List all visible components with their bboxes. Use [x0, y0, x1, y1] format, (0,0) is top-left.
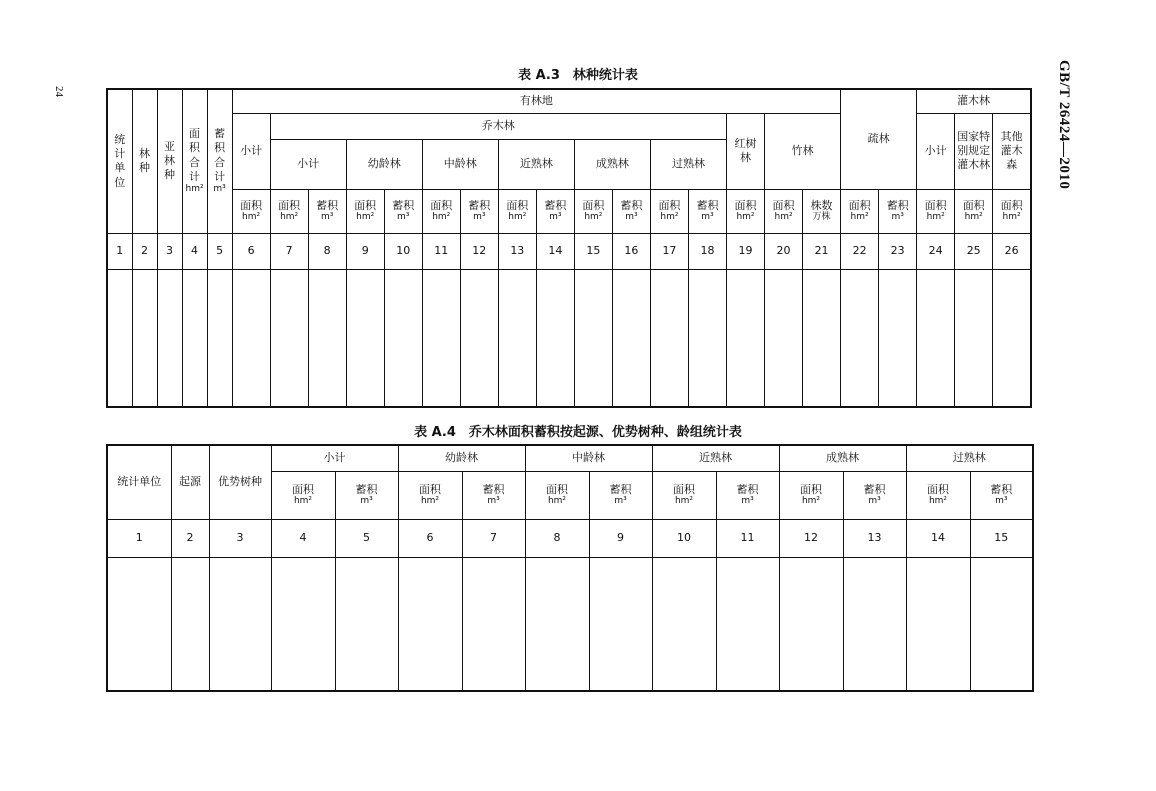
col-number: 8 [308, 233, 346, 269]
col-number: 17 [650, 233, 688, 269]
data-cell [803, 269, 841, 407]
data-cell [182, 269, 207, 407]
data-cell [107, 557, 171, 691]
data-cell [462, 557, 525, 691]
unit-cell: 蓄积 m³ [460, 189, 498, 233]
col-number: 13 [498, 233, 536, 269]
col-number: 7 [270, 233, 308, 269]
unit-cell: 蓄积 m³ [308, 189, 346, 233]
unit-cell: 面积 hm² [841, 189, 879, 233]
data-cell [384, 269, 422, 407]
data-cell [716, 557, 779, 691]
col-number: 3 [209, 519, 271, 557]
col-number: 3 [157, 233, 182, 269]
age-group-header: 幼龄林 [398, 445, 525, 471]
col-number: 14 [906, 519, 970, 557]
unit-cell: 面积 hm² [652, 471, 716, 519]
unit-cell: 蓄积 m³ [879, 189, 917, 233]
unit-cell: 面积 hm² [779, 471, 843, 519]
data-cell [993, 269, 1031, 407]
data-cell [536, 269, 574, 407]
unit-cell: 面积 hm² [906, 471, 970, 519]
col-number: 24 [917, 233, 955, 269]
unit-cell: 面积 hm² [525, 471, 589, 519]
unit-cell: 面积 hm² [917, 189, 955, 233]
col-number: 12 [460, 233, 498, 269]
unit-cell: 面积 hm² [765, 189, 803, 233]
col-number: 11 [716, 519, 779, 557]
data-cell [906, 557, 970, 691]
header-linzhong: 林种 [132, 89, 157, 233]
data-cell [779, 557, 843, 691]
col-number: 15 [574, 233, 612, 269]
unit-cell: 面积 hm² [232, 189, 270, 233]
data-cell [422, 269, 460, 407]
table-a3-header-row-1 [107, 89, 1031, 113]
data-cell [232, 269, 270, 407]
age-group-header: 近熟林 [498, 139, 574, 189]
col-number: 5 [335, 519, 398, 557]
table-a3-number-row [107, 233, 1031, 269]
unit-cell: 面积 hm² [726, 189, 764, 233]
data-cell [498, 269, 536, 407]
data-cell [209, 557, 271, 691]
col-number: 25 [955, 233, 993, 269]
data-cell [271, 557, 335, 691]
data-cell [970, 557, 1033, 691]
data-cell [335, 557, 398, 691]
col-number: 7 [462, 519, 525, 557]
data-cell [688, 269, 726, 407]
header-qiaomulin: 乔木林 [270, 113, 726, 139]
unit-cell: 面积 hm² [398, 471, 462, 519]
col-number: 9 [589, 519, 652, 557]
unit-cell: 面积 hm² [271, 471, 335, 519]
page-number: 24 [53, 86, 65, 97]
age-group-header: 近熟林 [652, 445, 779, 471]
header-zhulin: 竹林 [765, 113, 841, 189]
age-group-header: 成熟林 [574, 139, 650, 189]
header-guojiateguiding: 国家特别规定灌木林 [955, 113, 993, 189]
age-group-header: 小计 [271, 445, 398, 471]
col-number: 26 [993, 233, 1031, 269]
unit-cell: 面积 hm² [955, 189, 993, 233]
data-cell [132, 269, 157, 407]
header-xujiheji: 蓄积合计 m³ [207, 89, 232, 233]
table-a3-caption: 表 A.3 林种统计表 [518, 68, 638, 83]
unit-cell: 蓄积 m³ [843, 471, 906, 519]
header-yalinzhong: 亚林种 [157, 89, 182, 233]
unit-cell: 面积 hm² [574, 189, 612, 233]
table-a3-data-row [107, 269, 1031, 407]
data-cell [346, 269, 384, 407]
unit-cell: 蓄积 m³ [716, 471, 779, 519]
data-cell [574, 269, 612, 407]
col-number: 6 [232, 233, 270, 269]
unit-cell: 面积 hm² [650, 189, 688, 233]
header-youlindi: 有林地 [232, 89, 841, 113]
unit-cell: 蓄积 m³ [462, 471, 525, 519]
unit-cell: 蓄积 m³ [688, 189, 726, 233]
data-cell [726, 269, 764, 407]
data-cell [841, 269, 879, 407]
data-cell [917, 269, 955, 407]
col-number: 12 [779, 519, 843, 557]
age-group-header: 中龄林 [525, 445, 652, 471]
age-group-header: 幼龄林 [346, 139, 422, 189]
data-cell [589, 557, 652, 691]
data-cell [308, 269, 346, 407]
table-a4-caption: 表 A.4 乔木林面积蓄积按起源、优势树种、龄组统计表 [414, 425, 742, 440]
data-cell [843, 557, 906, 691]
col-number: 1 [107, 519, 171, 557]
header-tongjidanwei: 统计单位 [107, 89, 132, 233]
table-a3 [106, 88, 1032, 408]
age-group-header: 成熟林 [779, 445, 906, 471]
col-number: 16 [612, 233, 650, 269]
table-a4-header-row-1 [107, 445, 1033, 471]
data-cell [270, 269, 308, 407]
data-cell [879, 269, 917, 407]
col-number: 13 [843, 519, 906, 557]
standard-number: GB/T 26424—2010 [1056, 60, 1072, 190]
header-tongjidanwei: 统计单位 [107, 445, 171, 519]
unit-cell: 蓄积 m³ [612, 189, 650, 233]
unit-cell: 面积 hm² [498, 189, 536, 233]
data-cell [652, 557, 716, 691]
age-group-header: 过熟林 [650, 139, 726, 189]
unit-cell: 蓄积 m³ [536, 189, 574, 233]
unit-cell: 面积 hm² [270, 189, 308, 233]
unit-cell: 蓄积 m³ [970, 471, 1033, 519]
data-cell [612, 269, 650, 407]
col-number: 5 [207, 233, 232, 269]
header-qitaguanmulin: 其他灌木森 [993, 113, 1031, 189]
table-a4-data-row [107, 557, 1033, 691]
col-number: 23 [879, 233, 917, 269]
data-cell [525, 557, 589, 691]
col-number: 11 [422, 233, 460, 269]
header-hongshulin: 红树林 [726, 113, 764, 189]
header-mianjiheji: 面积合计 hm² [182, 89, 207, 233]
unit-cell: 面积 hm² [422, 189, 460, 233]
data-cell [207, 269, 232, 407]
col-number: 2 [171, 519, 209, 557]
col-number: 8 [525, 519, 589, 557]
data-cell [765, 269, 803, 407]
header-youshishuzhong: 优势树种 [209, 445, 271, 519]
header-shulin: 疏林 [841, 89, 917, 189]
col-number: 10 [652, 519, 716, 557]
data-cell [398, 557, 462, 691]
age-group-header: 中龄林 [422, 139, 498, 189]
col-number: 2 [132, 233, 157, 269]
table-a3-unit-row [107, 189, 1031, 233]
unit-cell: 株数 万株 [803, 189, 841, 233]
header-qiyuan: 起源 [171, 445, 209, 519]
data-cell [955, 269, 993, 407]
col-number: 22 [841, 233, 879, 269]
unit-cell: 蓄积 m³ [384, 189, 422, 233]
col-number: 15 [970, 519, 1033, 557]
age-group-header: 过熟林 [906, 445, 1033, 471]
age-group-header: 小计 [270, 139, 346, 189]
unit-cell: 面积 hm² [993, 189, 1031, 233]
col-number: 9 [346, 233, 384, 269]
col-number: 18 [688, 233, 726, 269]
header-youlindi-xiaoji: 小计 [232, 113, 270, 189]
data-cell [171, 557, 209, 691]
col-number: 10 [384, 233, 422, 269]
data-cell [650, 269, 688, 407]
data-cell [107, 269, 132, 407]
data-cell [157, 269, 182, 407]
header-guanmulin: 灌木林 [917, 89, 1031, 113]
unit-cell: 面积 hm² [346, 189, 384, 233]
table-a4 [106, 444, 1034, 692]
unit-cell: 蓄积 m³ [335, 471, 398, 519]
col-number: 20 [765, 233, 803, 269]
unit-cell: 蓄积 m³ [589, 471, 652, 519]
col-number: 14 [536, 233, 574, 269]
col-number: 1 [107, 233, 132, 269]
col-number: 6 [398, 519, 462, 557]
header-guanmulin-xiaoji: 小计 [917, 113, 955, 189]
table-a4-number-row [107, 519, 1033, 557]
col-number: 19 [726, 233, 764, 269]
col-number: 4 [182, 233, 207, 269]
col-number: 21 [803, 233, 841, 269]
data-cell [460, 269, 498, 407]
col-number: 4 [271, 519, 335, 557]
